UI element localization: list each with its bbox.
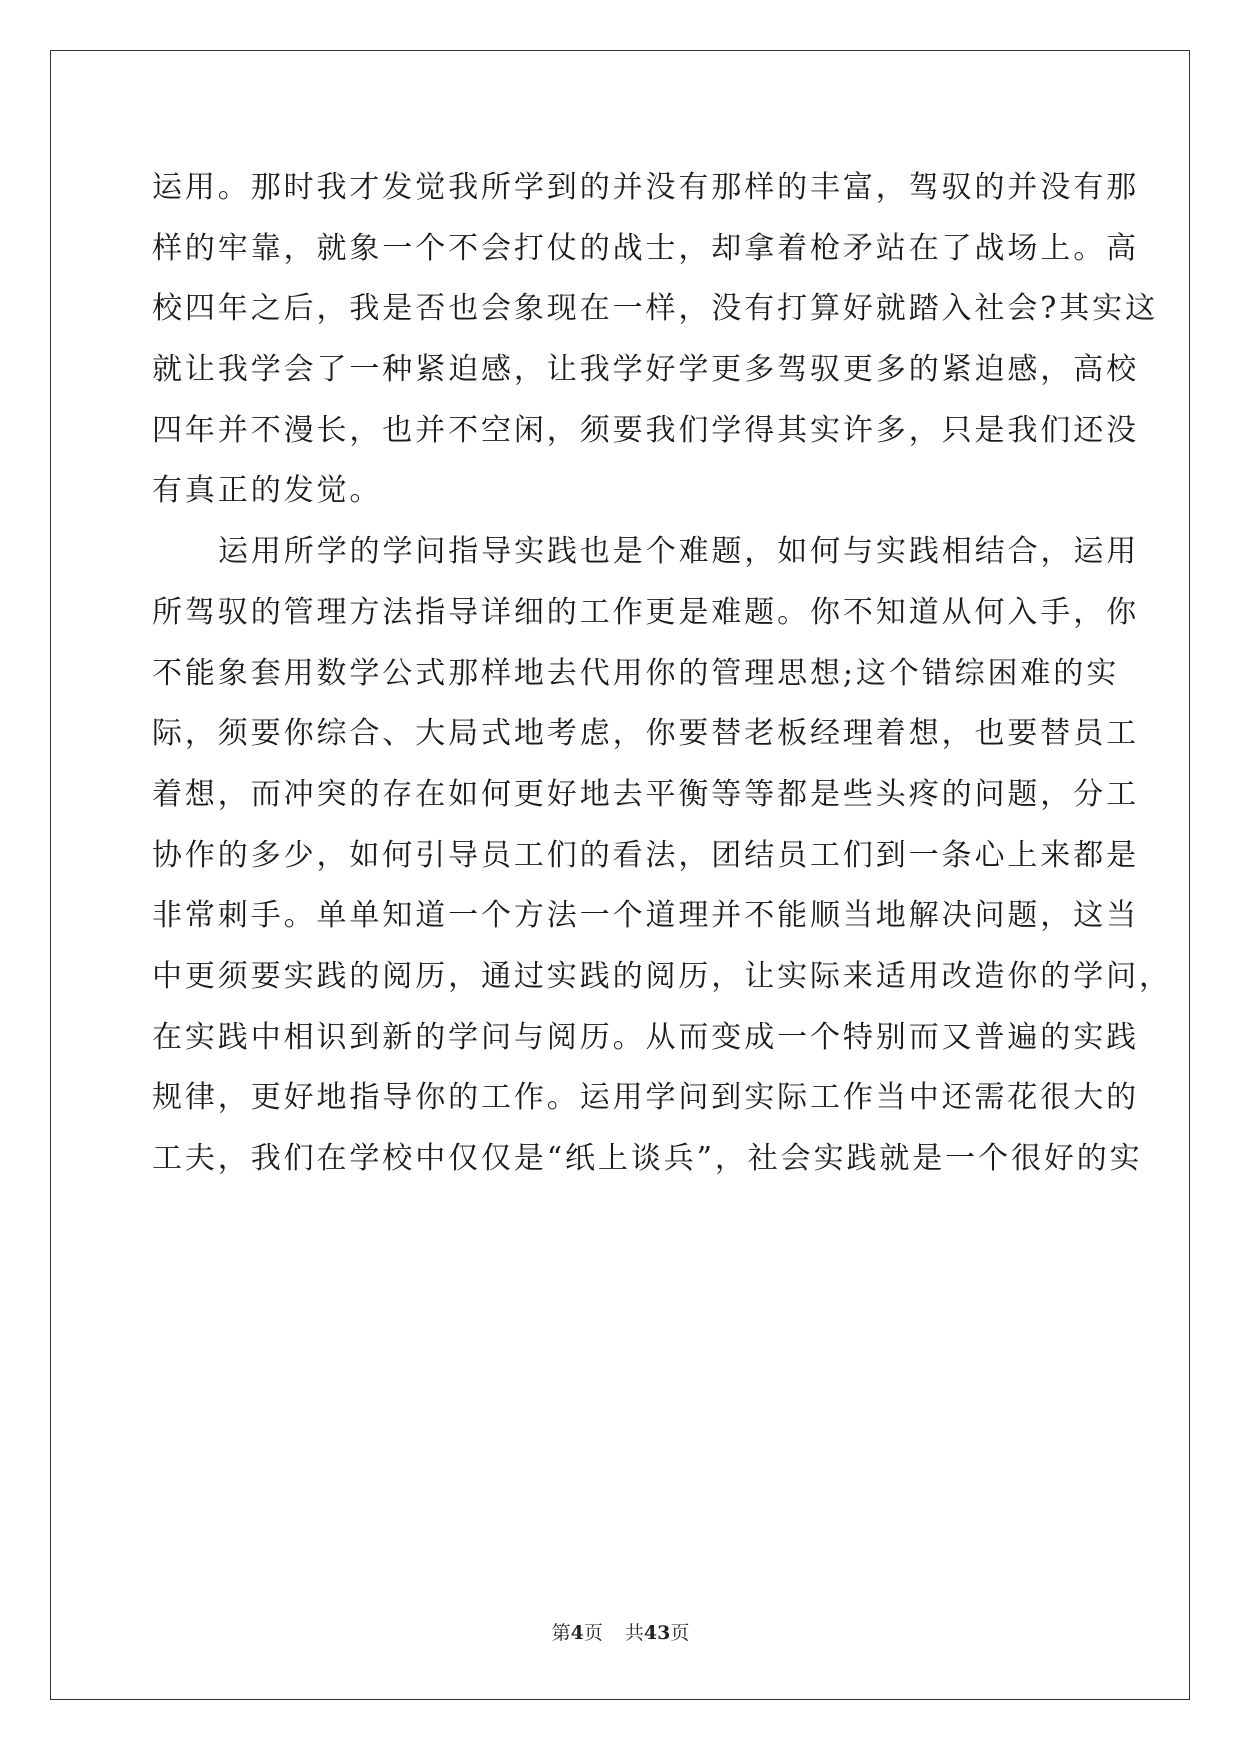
text-line: 在实践中相识到新的学问与阅历。从而变成一个特别而又普遍的实践 bbox=[152, 1019, 1139, 1055]
text-line: 就让我学会了一种紧迫感，让我学好学更多驾驭更多的紧迫感，高校 bbox=[152, 352, 1139, 388]
footer-total-suffix: 页 bbox=[670, 1622, 690, 1644]
text-line: 有真正的发觉。 bbox=[152, 473, 383, 509]
text-line: 工夫，我们在学校中仅仅是“纸上谈兵”，社会实践就是一个很好的实 bbox=[152, 1141, 1143, 1176]
footer-page-prefix: 第 bbox=[551, 1622, 571, 1644]
text-line: 校四年之后，我是否也会象现在一样，没有打算好就踏入社会?其实这 bbox=[152, 291, 1158, 327]
text-line: 运用。那时我才发觉我所学到的并没有那样的丰富，驾驭的并没有那 bbox=[152, 170, 1139, 205]
text-line: 四年并不漫长，也并不空闲，须要我们学得其实许多，只是我们还没 bbox=[152, 412, 1139, 448]
paragraph-first-line: 运用所学的学问指导实践也是个难题，如何与实践相结合，运用 bbox=[218, 534, 1140, 570]
text-line: 协作的多少，如何引导员工们的看法，团结员工们到一条心上来都是 bbox=[152, 837, 1139, 873]
document-body bbox=[152, 158, 1172, 1190]
footer-page-number: 4 bbox=[570, 1622, 584, 1644]
text-line: 不能象套用数学公式那样地去代用你的管理思想;这个错综困难的实 bbox=[152, 655, 1120, 691]
text-line: 样的牢靠，就象一个不会打仗的战士，却拿着枪矛站在了战场上。高 bbox=[152, 230, 1139, 266]
text-line: 所驾驭的管理方法指导详细的工作更是难题。你不知道从何入手，你 bbox=[152, 594, 1139, 630]
text-line: 着想，而冲突的存在如何更好地去平衡等等都是些头疼的问题，分工 bbox=[152, 776, 1139, 812]
footer-page-suffix: 页 bbox=[583, 1622, 603, 1644]
page-footer bbox=[0, 1618, 1241, 1645]
text-line: 规律，更好地指导你的工作。运用学问到实际工作当中还需花很大的 bbox=[152, 1080, 1139, 1116]
footer-total-number: 43 bbox=[643, 1622, 671, 1644]
footer-total-prefix: 共 bbox=[624, 1622, 644, 1644]
text-line: 际，须要你综合、大局式地考虑，你要替老板经理着想，也要替员工 bbox=[152, 716, 1139, 752]
text-line: 中更须要实践的阅历，通过实践的阅历，让实际来适用改造你的学问， bbox=[152, 958, 1172, 994]
text-line: 非常刺手。单单知道一个方法一个道理并不能顺当地解决问题，这当 bbox=[152, 898, 1139, 934]
